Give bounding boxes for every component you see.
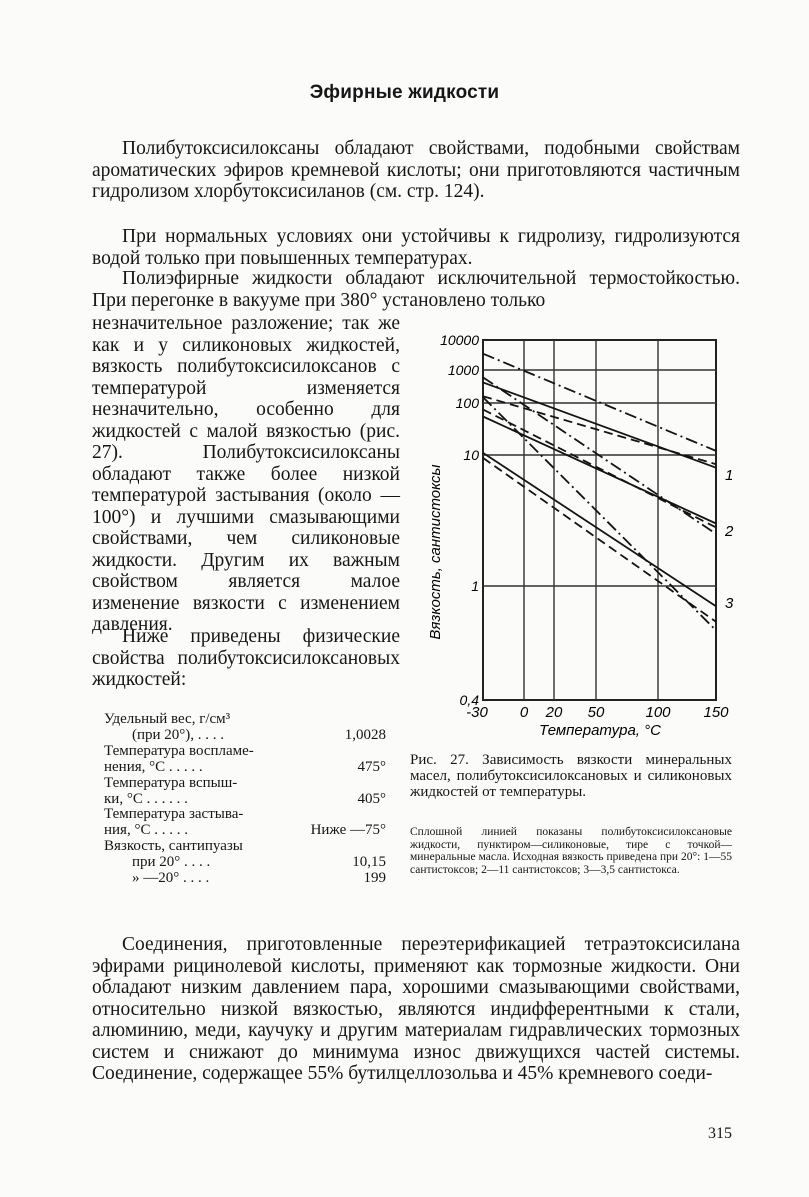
viscosity-chart <box>400 320 740 750</box>
paragraph-3: Полиэфирные жидкости обладают исключительной термостойкостью. При перегонке в вакууме при 380° установлено только <box>92 268 740 311</box>
paragraph-2: При нормальных условиях они устойчивы к гидролизу, гидролизуются водой только при повышенных температурах. <box>92 226 740 269</box>
x-tick-label: 150 <box>703 704 729 721</box>
property-value: 10,15 <box>352 854 386 871</box>
x-tick-label: -30 <box>466 704 488 721</box>
paragraph-bottom: Соединения, приготовленные переэтерификацией тетраэтоксисилана эфирами рицинолевой кислоты, применяют как тормозные жидкости. Они обладают низким давлением пара, хорошими смазывающими свойствами, относительно низкой вязкостью, являются индифферентными к стали, алюминию, меди, каучуку и другим материалам гидравлических тормозных систем и снижают до минимума износ движущихся частей системы. Соединение, содержащее 55% бутилцеллозольва и 45% кремневого соеди- <box>92 934 740 1084</box>
property-value: 199 <box>363 870 386 887</box>
series-line-dashdot <box>483 397 716 630</box>
property-label: ки, °С . . . . . . <box>104 790 188 807</box>
page-number: 315 <box>708 1125 732 1142</box>
chart-series <box>483 354 734 631</box>
curve-label: 3 <box>725 595 734 612</box>
property-row <box>104 760 386 776</box>
y-tick-label: 1 <box>471 578 479 594</box>
property-row <box>104 823 386 839</box>
paragraph-1: Полибутоксисилоксаны обладают свойствами, подобными свойствам ароматических эфиров кремневой кислоты; они приготовляются частичным гидролизом хлорбутоксисиланов (см. стр. 124). <box>92 138 740 202</box>
property-label: Удельный вес, г/см³ <box>104 711 231 727</box>
section-heading: Эфирные жидкости <box>309 82 500 103</box>
curve-label: 2 <box>725 523 734 540</box>
property-label: нения, °С . . . . . <box>104 758 203 775</box>
y-tick-label: 100 <box>455 395 479 411</box>
series-line-dashdot <box>483 354 716 451</box>
property-value: 405° <box>357 790 386 807</box>
y-tick-label: 10000 <box>440 332 479 348</box>
curve-label: 1 <box>725 467 734 484</box>
property-row <box>104 776 386 792</box>
plot-frame <box>483 340 716 700</box>
x-tick-label: 20 <box>545 704 563 721</box>
y-tick-label: 1000 <box>447 362 479 378</box>
series-line-solid <box>483 453 716 606</box>
series-line-dashed <box>483 409 716 527</box>
property-row <box>104 728 386 744</box>
x-tick-label: 100 <box>645 704 671 721</box>
property-row <box>104 807 386 823</box>
property-label: Вязкость, сантипуазы <box>104 838 243 855</box>
y-tick-label: 0,4 <box>459 692 479 708</box>
property-row <box>104 792 386 808</box>
x-tick-label: 0 <box>519 704 529 721</box>
property-value: 475° <box>357 758 386 775</box>
properties-table <box>104 712 386 887</box>
figure-caption: Рис. 27. Зависимость вязкости минеральных масел, полибутоксисилоксановых и силиконовых жидкостей от температуры. <box>410 752 732 800</box>
figure-caption-note: Сплошной линией показаны полибутоксисилоксановые жидкости, пунктиром—силиконовые, тире с точкой—минеральные масла. Исходная вязкость приведена при 20°: 1—55 сантистоксов; 2—11 сантистоксов; 3—3,5 сантистокса. <box>410 826 732 876</box>
property-row <box>104 839 386 855</box>
y-axis-label: Вязкость, сантистоксы <box>427 464 444 640</box>
property-label: Температура вспыш- <box>104 774 238 791</box>
viscosity-figure <box>400 320 740 750</box>
property-label: (при 20°), . . . . <box>132 726 225 743</box>
x-axis-label: Температура, °С <box>539 722 661 739</box>
y-tick-label: 10 <box>463 447 479 463</box>
property-row <box>104 871 386 887</box>
property-label: при 20° . . . . <box>132 854 211 871</box>
chart-grid <box>483 340 716 700</box>
property-row <box>104 855 386 871</box>
property-row <box>104 712 386 728</box>
column-paragraph-2: Ниже приведены физические свойства полибутоксисилоксановых жидкостей: <box>92 626 400 690</box>
property-value: 1,0028 <box>344 726 386 743</box>
property-label: Температура воспламе- <box>104 742 254 759</box>
property-label: » —20° . . . . <box>132 870 210 887</box>
property-value: Ниже —75° <box>310 822 386 839</box>
property-row <box>104 744 386 760</box>
property-label: Температура застыва- <box>104 806 244 823</box>
column-paragraph-1: незначительное разложение; так же как и у силиконовых жидкостей, вязкость полибутоксисилоксанов с температурой изменяется незначительно, особенно для жидкостей с малой вязкостью (рис. 27). Полибутоксисилоксаны обладают также более низкой температурой застывания (около —100°) и лучшими смазывающими свойствами, чем силиконовые жидкости. Другим их важным свойством является малое изменение вязкости с изменением давления. <box>92 313 400 635</box>
x-tick-label: 50 <box>587 704 605 721</box>
property-label: ния, °С . . . . . <box>104 822 188 839</box>
series-line-dashed <box>483 458 716 622</box>
